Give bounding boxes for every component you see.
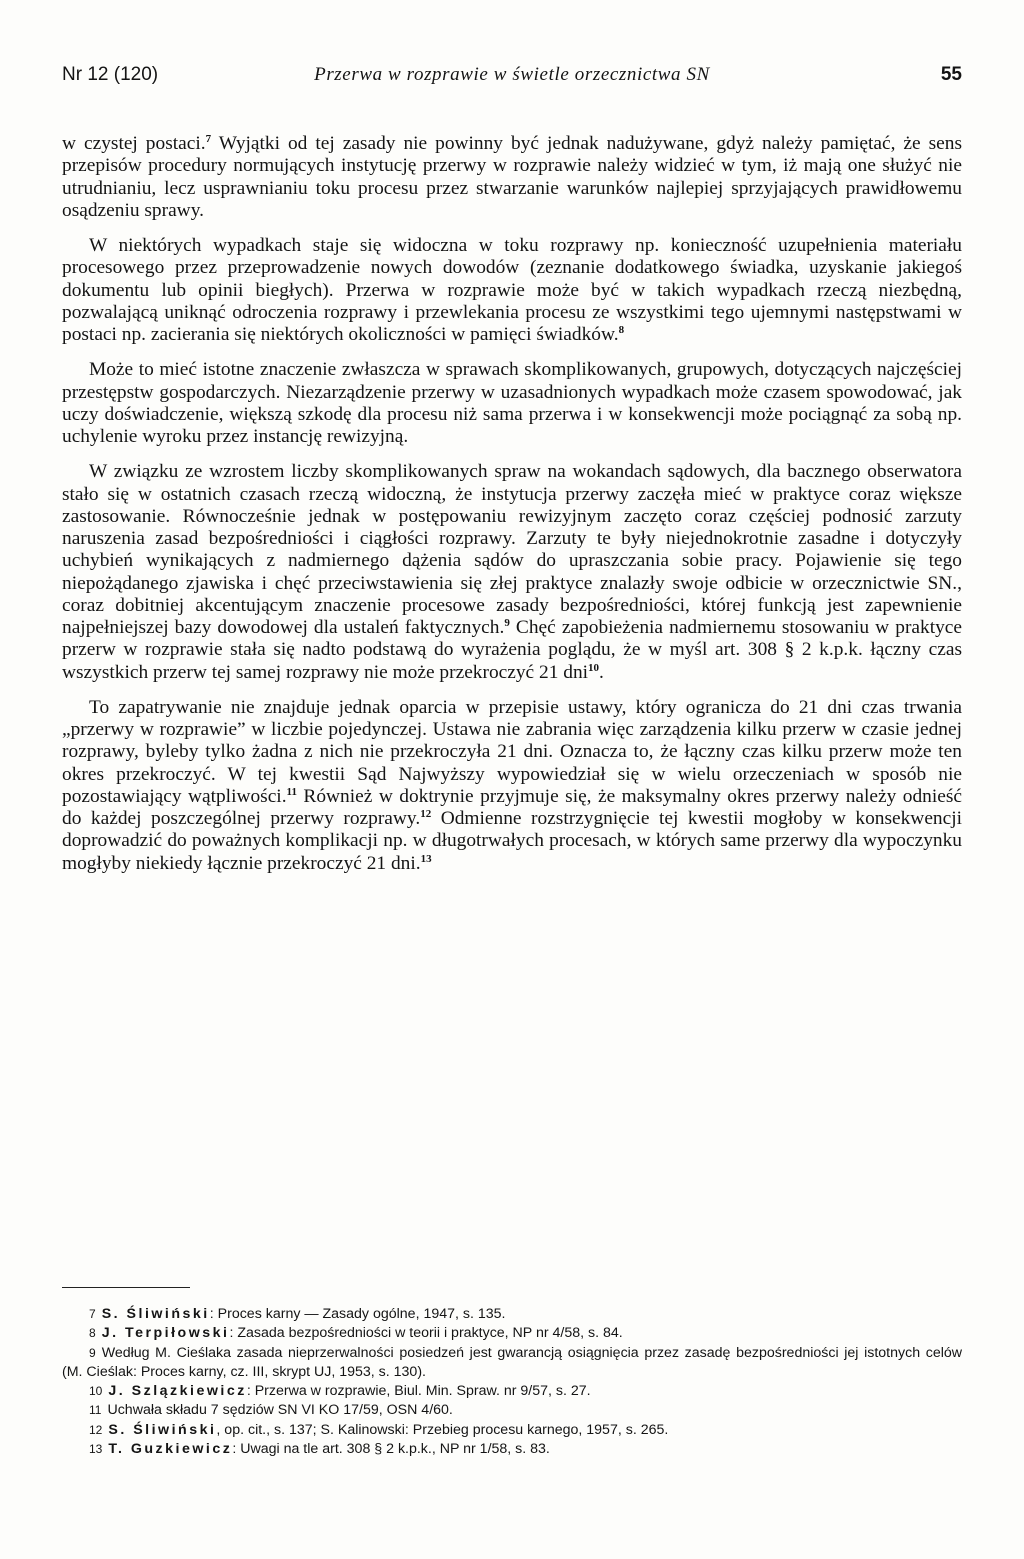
footnote	[62, 1324, 962, 1343]
footnote-text: : Zasada bezpośredniości w teorii i praktyce, NP nr 4/58, s. 84.	[229, 1325, 623, 1342]
paragraph	[62, 235, 962, 346]
footnote-number: 13	[89, 1442, 103, 1457]
footnote-ref: 11	[286, 785, 297, 798]
footnote-ref: 8	[618, 324, 625, 336]
footnote-number: 10	[89, 1384, 103, 1399]
footnote-ref: 10	[588, 661, 600, 674]
footnote-number: 9	[89, 1345, 96, 1360]
running-title: Przerwa w rozprawie w świetle orzecznictwa SN	[314, 64, 710, 85]
footnote-ref: 12	[420, 808, 432, 820]
running-header	[62, 64, 962, 94]
footnote-ref: 9	[504, 617, 510, 629]
page-number: 55	[940, 64, 962, 85]
paragraph-text: w czystej postaci.	[62, 133, 206, 154]
footnote-author: S. Śliwiński	[101, 1306, 210, 1322]
footnote-author: J. Szlązkiewicz	[108, 1383, 247, 1400]
paragraph-text: W związku ze wzrostem liczby skomplikowanych spraw na wokandach sądowych, dla bacznego obserwatora stało się w ostatnich czasach rzeczą widoczną, że instytucja przerwy zaczęła mieć w praktyce coraz większe zastosowanie. Równocześnie jednak w postępowaniu rewizyjnym zaczęto coraz częściej podnosić zarzuty naruszenia zasad bezpośredniości i ciągłości rozprawy. Zarzuty te były niejednokrotnie zasadne i dotyczyły uchybień wynikających z nadmiernego dążenia sądów do upraszczania sobie pracy. Pojawienie się tego niepożądanego zjawiska i chęć przeciwstawienia się złej praktyce znalazły swoje odbicie w orzecznictwie SN., coraz dobitniej akcentującym znaczenie procesowe zasady bezpośredniości, której funkcją jest zapewnienie najpełniejszej bazy dowodowej dla ustaleń faktycznych.	[62, 461, 962, 638]
footnote-separator	[62, 1287, 190, 1288]
footnote-text: : Uwagi na tle art. 308 § 2 k.p.k., NP nr 1/58, s. 83.	[232, 1441, 550, 1458]
footnote-number: 7	[89, 1307, 96, 1321]
body-text	[62, 133, 962, 888]
footnote	[62, 1440, 962, 1459]
footnote-author: J. Terpiłowski	[101, 1325, 230, 1342]
footnote-text: : Proces karny — Zasady ogólne, 1947, s. 135.	[209, 1306, 506, 1322]
footnote-ref: 7	[205, 133, 212, 145]
paragraph-text: Również w doktrynie przyjmuje się, że maksymalny okres przerwy należy odnieść do każdej poszczególnej przerwy rozprawy.	[62, 785, 962, 829]
paragraph-text: Wyjątki od tej zasady nie powinny być jednak nadużywane, gdyż należy pamiętać, że sens przepisów procedury normujących instytucję przerwy w rozprawie należy widzieć w tym, iż mają one służyć nie utrudnianiu, lecz usprawnianiu toku procesu przez stwarzanie warunków najlepiej sprzyjających prawidłowemu osądzeniu sprawy.	[62, 133, 962, 221]
footnote-author: T. Guzkiewicz	[108, 1441, 233, 1458]
footnote	[62, 1382, 962, 1401]
paragraph-text: W niektórych wypadkach staje się widoczna w toku rozprawy np. konieczność uzupełnienia materiału procesowego przez przeprowadzenie nowych dowodów (zeznanie dodatkowego świadka, uzyskanie jakiegoś dokumentu lub opinii biegłych). Przerwa w rozprawie może być w takich wypadkach rzeczą niezbędną, pozwalającą uniknąć odroczenia rozprawy i przewlekania procesu ze wszystkimi tego ujemnymi następstwami w postaci np. zacierania się niektórych okoliczności w pamięci świadków.	[62, 235, 962, 345]
paragraph	[62, 461, 962, 684]
footnote-text: Według M. Cieślaka zasada nieprzerwalności posiedzeń jest gwarancją osiągnięcia przez zasadę bezpośredniości jej istotnych celów (M. Cieślak: Proces karny, cz. III, skrypt UJ, 1953, s. 130).	[62, 1344, 962, 1380]
paragraph	[62, 359, 962, 448]
footnote-author: S. Śliwiński	[108, 1421, 217, 1438]
footnote-text: , op. cit., s. 137; S. Kalinowski: Przebieg procesu karnego, 1957, s. 265.	[216, 1421, 669, 1438]
paragraph-text: Chęć zapobieżenia nadmiernemu stosowaniu w praktyce przerw w rozprawie stała się nadto podstawą do wyrażenia poglądu, że w myśl art. 308 § 2 k.p.k. łączny czas wszystkich przerw tej samej rozprawy nie może przekroczyć 21 dni	[62, 617, 962, 683]
paragraph	[62, 133, 962, 222]
issue-number: Nr 12 (120)	[62, 64, 159, 85]
footnote	[62, 1305, 962, 1324]
paragraph	[62, 697, 962, 875]
footnote-number: 11	[89, 1403, 102, 1418]
footnote	[62, 1401, 962, 1420]
footnote	[62, 1344, 962, 1383]
paragraph-text: .	[599, 661, 604, 683]
paragraph-text: To zapatrywanie nie znajduje jednak oparcia w przepisie ustawy, który ogranicza do 21 dni czas trwania „przerwy w rozprawie” w liczbie pojedynczej. Ustawa nie zabrania więc zarządzenia kilku przerw w czasie jednej rozprawy, byleby tylko żadna z nich nie przekroczyła 21 dni. Oznacza to, że łączny czas kilku przerw może ten okres przekroczyć. W tej kwestii Sąd Najwyższy wypowiedział się w wielu orzeczeniach w sposób nie pozostawiający wątpliwości.	[62, 696, 962, 807]
footnotes	[62, 1305, 962, 1459]
footnote-text: Uchwała składu 7 sędziów SN VI KO 17/59, OSN 4/60.	[107, 1402, 453, 1419]
footnote	[62, 1421, 962, 1440]
paragraph-text: Odmienne rozstrzygnięcie tej kwestii mogłoby w konsekwencji doprowadzić do poważnych komplikacji np. w długotrwałych procesach, w których same przerwy dla wypoczynku mogłyby niekiedy łącznie przekroczyć 21 dni.	[62, 808, 962, 874]
footnote-number: 12	[89, 1422, 103, 1437]
paragraph-text: Może to mieć istotne znaczenie zwłaszcza w sprawach skomplikowanych, grupowych, dotyczących najczęściej przestępstw gospodarczych. Niezarządzenie przerwy w uzasadnionych wypadkach może czasem spowodować, jak uczy doświadczenie, większą szkodę dla procesu niż sama przerwa i w konsekwencji może pociągnąć za sobą np. uchylenie wyroku przez instancję rewizyjną.	[62, 359, 962, 447]
footnote-number: 8	[89, 1326, 96, 1341]
footnote-ref: 13	[420, 852, 432, 865]
footnote-text: : Przerwa w rozprawie, Biul. Min. Spraw. nr 9/57, s. 27.	[246, 1383, 591, 1400]
